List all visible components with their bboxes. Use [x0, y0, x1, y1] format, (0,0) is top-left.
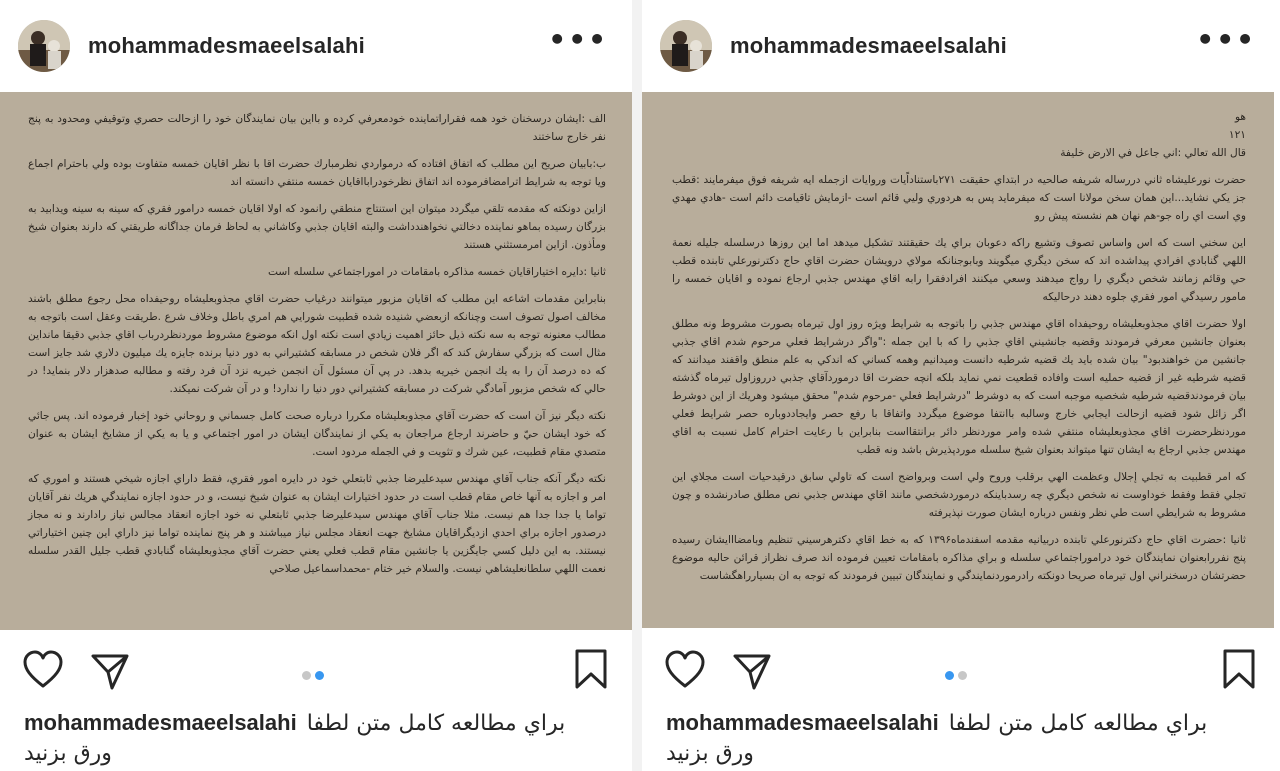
letter-number: ۱۲۱: [1228, 129, 1246, 141]
bookmark-icon[interactable]: [1222, 648, 1256, 690]
post-image: [642, 92, 1274, 628]
more-options-icon[interactable]: •••: [548, 23, 608, 56]
post-actions: [0, 648, 632, 694]
letter-paragraph: ثانيا :دايره اختياراقايان خمسه مذاكره بامقامات در اموراجتماعي سلسله است: [267, 266, 606, 278]
avatar[interactable]: [660, 20, 712, 72]
heart-icon[interactable]: [664, 650, 706, 690]
post-image: [0, 92, 632, 630]
caption-text-continued: ورق بزنيد: [666, 741, 754, 766]
share-icon[interactable]: [732, 652, 772, 692]
letter-paragraph: ازاين دونكته كه مقدمه تلقي ميگردد ميتوان اين استنتاج منطقي رانمود كه اولا اقايان خمسه درامور فقري كه سينه به سينه ويدابيد به بزرگان رسيده بماهو نماينده دخالتي نخواهندداشت والبته اقايان جذبي وكاشاني به لحاظ فرمان جداگانه طريقتي كه دارند بعنوان شيخ ومأذون. ازاين امرمستثني هستند: [28, 203, 606, 251]
letter-paragraph: حضرت نورعليشاه ثاني دررساله شريفه صالحيه در ابتداي حقيقت ۲۷۱باستناداًيات وروايات ازجمله ايه شريفه فوق ميفرمايند :قطب جز يكي نشايد...اين همان سخن مولانا است كه ميفرمايد پس به هردوري وليي قائم است -ازمايش تاقيامت دائم است -هادي مهدي وي است اي راه جو-هم نهان هم نشسته پيش رو: [672, 174, 1246, 222]
post-header: [0, 14, 632, 78]
avatar-photo-icon: [660, 20, 712, 72]
carousel-dot-active: [945, 671, 954, 680]
avatar-photo-icon: [18, 20, 70, 72]
carousel-dot-active: [315, 671, 324, 680]
carousel-dot: [302, 671, 311, 680]
scanned-letter: [672, 108, 1246, 594]
post-separator: [632, 0, 642, 771]
letter-paragraph: ثانيا :حضرت اقاي حاج دكترنورعلي تابنده دربيانيه مقدمه اسفندماه۱۳۹۶ كه به خط اقاي دكترهرسيني تنظيم وبامضااايشان رسيده پنج نفررابعنوان نمايندگان خود دراموراجتماعي سلسله و براي مذاكره بامقامات تعيين فرموده اند صرف نظراز قرائن حاليه موضوع حضرتشان درسخنراني اول تيرماه صريحا دونكته رادرموردنمايندگي و نمايندگان تبيين فرمودند كه توجه به ان بسيارراهگشاست: [672, 534, 1246, 582]
post-caption: [666, 708, 1266, 769]
letter-paragraph: الف :ايشان درسخنان خود همه فقراراتماينده خودمعرفي كرده و بااين بيان نمايندگان خود را ازحالت حصري وتوقيفي ومحدود به پنج نفر خارج ساختند: [28, 113, 606, 143]
caption-username[interactable]: mohammadesmaeelsalahi: [24, 710, 297, 735]
letter-paragraph: بنابراين مقدمات اشاعه اين مطلب كه اقايان مزبور ميتوانند درغياب حضرت اقاي مجذوبعليشاه روحيفداه محل رجوع مطلق باشند مخالف اصول تصوف است وچنانكه ازبعضي شنيده شده قطبيت شورايي هم امري باطل وخلاف شرع .طريقت وعقل است باتوجه به مطالب معنونه توجه به سه نكته ذيل حائز اهميت زيادي است نكته اول انكه موضوع مشروط موردنظردرباب اقاي جذبي دقيقا مانداين مثال است كه بزرگي سفارش كند كه اگر فلان شخص در مسابقه كشتيراني به دور دنيا برنده جايزه يك ميليون دلاري شد جايز است كه ده درصد آن را به يك انجمن خيريه بدهد. در پي آن مسئول آن انجمن خيريه نزد آن فرد رفته و مطالبه صدهزار دلار بنمايد! در حالي كه شخص مزبور آمادگي شركت در مسابقه كشتيراني دور دنيا را ندارد! و در آن شركت نميكند.: [28, 293, 606, 395]
heart-icon[interactable]: [22, 650, 64, 690]
caption-text-continued: ورق بزنيد: [24, 741, 112, 766]
letter-quote: قال الله تعالي :اني جاعل في الارض خليفة: [1060, 147, 1246, 159]
letter-paragraph: نكته ديگر آنكه جناب آقاي مهندس سيدعليرضا جذبي ثابتعلي خود در دايره امور فقري، فقط داراي اجازه شيخي هستند و اموري كه امر و اجازه به آنها خاص مقام قطب است در حدود اختيارات ايشان به عنوان شيخ نيست، و در حدود اجازه نمايندگي هريك نفر آقايان تواما يا جدا جدا هم نيست. مثلا جناب آقاي مهندس سيدعليرضا جذبي ثابتعلي نه خود اجازه انعقاد مجالس نياز رادارند و نه مجاز درصدور اجازه براي احدي ازديگراقايان مشايخ جهت انعقاد مجلس نياز ميباشند و هر پنج نماينده تواما نيز داراي اين چنين اختياراتي نيستند. به اين دليل كسي جايگزين يا جانشين مقام قطب فعلي يعني حضرت آقاي مجذوبعليشاه گنابادي قطب جليل القدر سلسله نعمت اللهي سلطانعليشاهي نيست. والسلام خير ختام -محمداسماعيل صلاحي: [28, 473, 606, 575]
letter-paragraph: كه امر قطبيت به تجلي إجلال وعظمت الهي برقلب وروح ولي است وبرواضح است كه تاولي سابق درقيدحيات است مجلاي اين تجلي فقط وفقط خوداوست نه شخص ديگري چه رسدباينكه درموردشخصي مانند اقاي مهندس جذبي نص مطلق صادرنشده و چون مشروط به شرايطي است طي نظر ونفس درباره ايشان صورت نپذيرفته: [672, 471, 1246, 519]
caption-username[interactable]: mohammadesmaeelsalahi: [666, 710, 939, 735]
letter-paragraph: نكته ديگر نيز آن است كه حضرت آقاي مجذوبعليشاه مكررا درباره صحت كامل جسماني و روحاني خود إخبار فرموده اند. پس جائي كه خود ايشان حيّ و حاضرند ارجاع مراجعان به يكي از نمايندگان ايشان در امور اجتماعي و يا به يكي از مشايخ ايشان به عنوان متصدي مقام قطبيت، عين شرك و تثويت و في الجمله مردود است.: [28, 410, 606, 458]
more-options-icon[interactable]: •••: [1196, 23, 1256, 56]
carousel-indicator: [943, 665, 969, 675]
post-caption: [24, 708, 624, 769]
bookmark-icon[interactable]: [574, 648, 608, 690]
caption-text: براي مطالعه كامل متن لطفا: [948, 711, 1208, 736]
carousel-indicator: [300, 665, 326, 675]
username[interactable]: mohammadesmaeelsalahi: [88, 33, 365, 58]
username[interactable]: mohammadesmaeelsalahi: [730, 33, 1007, 58]
letter-paragraph: ب:بابيان صريح اين مطلب كه اتفاق افتاده كه درمواردي نظرمبارك حضرت اقا با نظر اقايان خمسه متفاوت بوده ولي باحترام اجماع ويا توجه به شرايط اترامضافرموده اند اتفاق نظرخودرابااقايان خمسه منتفي دانسته اند: [28, 158, 606, 188]
letter-paragraph: اين سخني است كه اس واساس تصوف وتشيع راكه دعوبان براي يك حقيقتند تشكيل ميدهد اما اين روزها درسلسله جليله نعمة اللهي گنابادي افرادي پيداشده اند كه سخن ديگري ميگويند وبابوجنانكه مولاي درويشان حضرت اقاي حاج دكترنورعلي تابنده قطب حي وقائم زمانند شخص ديگري را رواج ميدهند وسعي ميكنند افرادفقرا رابه اقاي مهندس جذبي ارجاع نموده و اقايان خمسه را مامور رسيدگي امور فقري جلوه دهند درحاليكه: [672, 237, 1246, 303]
avatar[interactable]: [18, 20, 70, 72]
post-left: [0, 0, 632, 771]
post-right: [642, 0, 1280, 771]
caption-text: براي مطالعه كامل متن لطفا: [306, 711, 566, 736]
post-header: [642, 14, 1280, 78]
carousel-dot: [958, 671, 967, 680]
letter-heading: هو: [1234, 111, 1246, 123]
letter-paragraph: اولا حضرت اقاي مجذوبعليشاه روحيفداه اقاي مهندس جذبي را باتوجه به شرايط ويژه روز اول تيرماه بصورت مشروط ونه مطلق بعنوان جانشين معرفي فرمودند وقضيه جانشيني اقاي جذبي را كه با اين جمله :"واگر درشرايط فعلي مرحوم شدم اقاي جذبي جانشين من خواهندبود" بيان شده بايد يك قضيه شرطيه دانست وميدانيم وهمه كساني كه اندكي به علم منطق واقفند ميدانند كه قضيه شرطيه غير از قضيه حمليه است وافاده قطعيت نمي نمايد بلكه انچه حضرت اقا درموردآقاي جذبي درروزاول تيرماه گذشته بيان فرمودندقضيه شرطيه شخصيه موجبه است كه به دوشرط "درشرايط فعلي -مرحوم شدم" محقق ميشود وهريك از اين دوشرط اگر زائل شود قضيه ازحالت ايجابي خارج وسالبه باانتفا موضوع ميگردد واتفاقا با رفع حصر وايجاددوباره حصر شرايط فعلي موردنظرحضرت اقاي مجذوبعليشاه منتفي شده وامر موردنظر دائر برانتقااست بنابراين با رعايت احترام كامل نسبت به اقاي مهندس جذبي ارجاع به ايشان تنها ميتواند بعنوان شيخ سلسله موردپذيرش باشد ونه قطب: [672, 318, 1246, 456]
post-actions: [642, 648, 1280, 694]
share-icon[interactable]: [90, 652, 130, 692]
scanned-letter: [28, 110, 606, 587]
